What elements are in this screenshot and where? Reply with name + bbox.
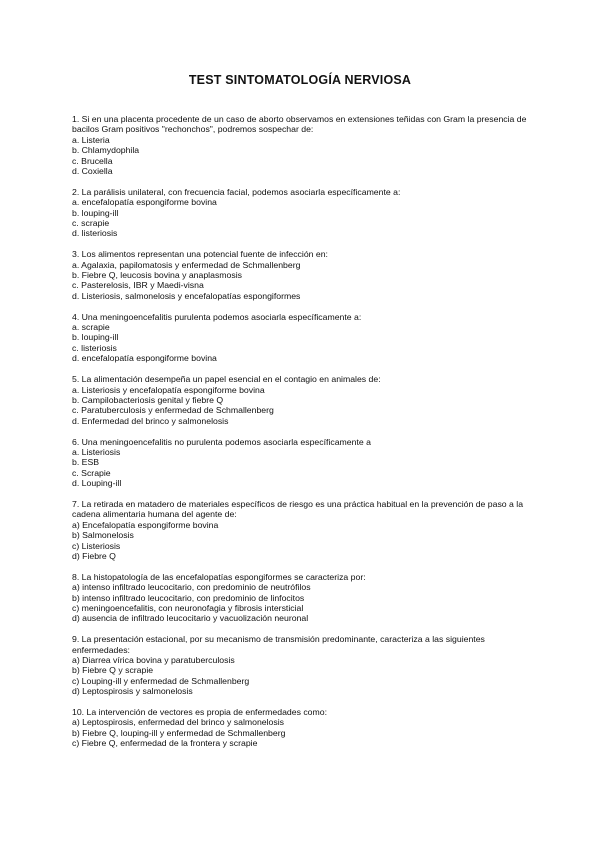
option-b: b) Fiebre Q y scrapie (72, 665, 154, 676)
option-d: d. encefalopatía espongiforme bovina (72, 353, 217, 364)
question-text: 4. Una meningoencefalitis purulenta podemos asociarla específicamente a: (72, 311, 362, 322)
option-d: d. Enfermedad del brinco y salmonelosis (72, 415, 229, 426)
option-c: c. Paratuberculosis y enfermedad de Schmallenberg (72, 405, 274, 416)
option-b: b) Salmonelosis (72, 530, 134, 541)
option-d: d) ausencia de infiltrado leucocitario y vacuolización neuronal (72, 613, 309, 624)
question-9 (72, 634, 534, 696)
question-3 (72, 249, 534, 301)
question-list (72, 114, 534, 759)
option-c: c. Pasterelosis, IBR y Maedi-visna (72, 280, 204, 291)
question-7 (72, 499, 534, 561)
question-5 (72, 374, 534, 426)
question-1 (72, 114, 534, 176)
option-b: b. ESB (72, 457, 100, 468)
option-d: d. Louping-ill (72, 478, 122, 489)
page-title: TEST SINTOMATOLOGÍA NERVIOSA (188, 73, 412, 87)
question-8 (72, 572, 534, 624)
option-c: c. Brucella (72, 155, 113, 166)
option-a: a. Listeriosis y encefalopatía espongiforme bovina (72, 384, 265, 395)
question-text: 9. La presentación estacional, por su mecanismo de transmisión predominante, caracteriza a las siguientes enfermedades: (72, 634, 485, 655)
question-text: 2. La parálisis unilateral, con frecuencia facial, podemos asociarla específicamente a: (72, 186, 401, 197)
option-a: a. Listeria (72, 134, 110, 145)
question-text: 5. La alimentación desempeña un papel esencial en el contagio en animales de: (72, 374, 381, 385)
question-text: 3. Los alimentos representan una potencial fuente de infección en: (72, 249, 328, 260)
question-text: 8. La histopatología de las encefalopatías espongiformes se caracteriza por: (72, 571, 366, 582)
option-d: d. Coxiella (72, 166, 113, 177)
option-b: b. Chlamydophila (72, 145, 140, 156)
option-b: b) Fiebre Q, louping-ill y enfermedad de Schmallenberg (72, 727, 286, 738)
option-b: b. Campilobacteriosis genital y fiebre Q (72, 394, 224, 405)
question-text: 7. La retirada en matadero de materiales específicos de riesgo es una práctica habitual en la prevención de paso a la cadena alimentaria humana del agente de: (72, 498, 524, 520)
option-b: b. louping-ill (72, 332, 119, 343)
option-b: b. Fiebre Q, leucosis bovina y anaplasmosis (72, 270, 242, 281)
question-text: 1. Si en una placenta procedente de un caso de aborto observamos en extensiones teñidas con Gram la presencia de bacilos Gram positivos "rechonchos", podremos sospechar de: (72, 114, 527, 135)
option-a: a) Diarrea vírica bovina y paratuberculosis (72, 655, 235, 665)
option-c: c. scrapie (72, 218, 110, 229)
option-d: d. listeriosis (72, 228, 118, 239)
option-a: a) intenso infiltrado leucocitario, con predominio de neutrófilos (72, 582, 311, 593)
question-6 (72, 437, 534, 489)
option-d: d) Leptospirosis y salmonelosis (72, 686, 193, 697)
question-10 (72, 707, 534, 749)
option-c: c) meningoencefalitis, con neuronofagia y fibrosis intersticial (72, 602, 304, 613)
option-c: c) Listeriosis (72, 540, 121, 551)
question-4 (72, 312, 534, 364)
option-c: c) Louping-ill y enfermedad de Schmallenberg (72, 675, 250, 686)
option-a: a. Listeriosis (72, 446, 121, 457)
option-c: c) Fiebre Q, enfermedad de la frontera y scrapie (72, 738, 258, 749)
option-a: a. scrapie (72, 322, 110, 333)
option-b: b) intenso infiltrado leucocitario, con predominio de linfocitos (72, 592, 305, 603)
option-a: a) Leptospirosis, enfermedad del brinco y salmonelosis (72, 717, 284, 728)
question-text: 10. La intervención de vectores es propia de enfermedades como: (72, 707, 327, 718)
question-text: 6. Una meningoencefalitis no purulenta podemos asociarla específicamente a (72, 436, 371, 447)
option-d: d. Listeriosis, salmonelosis y encefalopatías espongiformes (72, 290, 301, 301)
option-a: a. encefalopatía espongiforme bovina (72, 197, 217, 208)
question-2 (72, 187, 534, 239)
option-b: b. louping-ill (72, 207, 119, 218)
option-a: a. Agalaxia, papilomatosis y enfermedad de Schmallenberg (72, 259, 301, 270)
option-d: d) Fiebre Q (72, 550, 116, 561)
option-c: c. listeriosis (72, 342, 117, 353)
option-a: a) Encefalopatía espongiforme bovina (72, 519, 219, 530)
option-c: c. Scrapie (72, 467, 111, 478)
